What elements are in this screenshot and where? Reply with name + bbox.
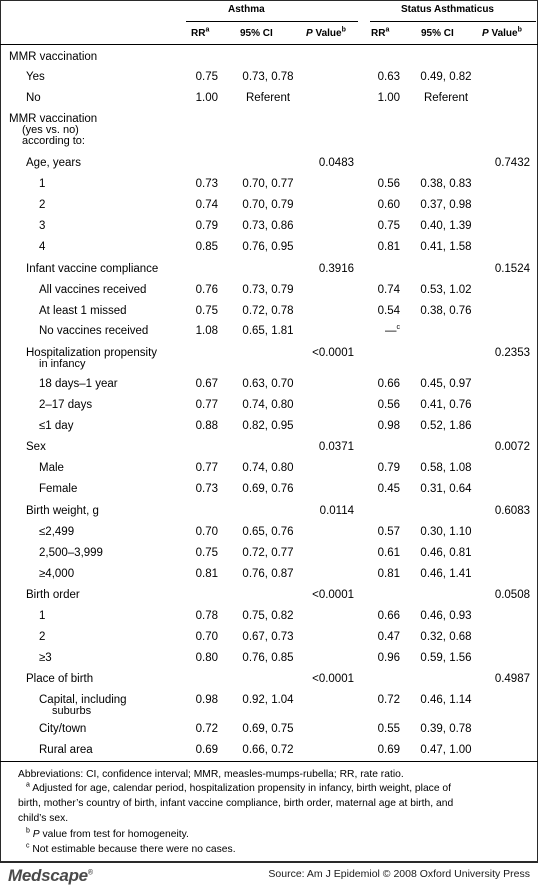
cell-s-rr: —$^c$: [385, 324, 400, 337]
cell-a-ci: 0.76, 0.95: [242, 241, 294, 253]
cell-s-ci: 0.49, 0.82: [420, 71, 472, 83]
cell-a-ci: 0.76, 0.87: [242, 568, 294, 580]
cell-a-p: 0.0371: [318, 441, 354, 453]
cell-s-ci: 0.39, 0.78: [420, 723, 472, 735]
cell-s-p: 0.4987: [494, 673, 530, 685]
row-label-continued: in infancy: [39, 358, 86, 370]
cell-a-rr: 0.70: [195, 526, 218, 538]
cell-s-ci: Referent: [423, 92, 469, 104]
row-label: 1: [39, 610, 46, 622]
cell-a-rr: 0.85: [195, 241, 218, 253]
cell-a-rr: 0.78: [195, 610, 218, 622]
header-bottom-rule: [0, 44, 538, 45]
cell-a-rr: 0.75: [195, 305, 218, 317]
row-label: ≥4,000: [39, 568, 75, 580]
row-label: Male: [39, 462, 64, 474]
cell-s-rr: 0.47: [377, 631, 400, 643]
cell-s-ci: 0.53, 1.02: [420, 284, 472, 296]
cell-s-ci: 0.46, 0.93: [420, 610, 472, 622]
cell-a-p: 0.3916: [318, 263, 354, 275]
row-label: 1: [39, 178, 46, 190]
row-label: 2,500–3,999: [39, 547, 103, 559]
cell-s-ci: 0.38, 0.76: [420, 305, 472, 317]
source-citation: Source: Am J Epidemiol © 2008 Oxford University Press: [268, 868, 530, 880]
cell-a-ci: 0.73, 0.78: [242, 71, 294, 83]
cell-s-ci: 0.45, 0.97: [420, 378, 472, 390]
footnote-a: $^a$ Adjusted for age, calendar period, hospitalization propensity in infancy, birth weight, place of: [26, 781, 451, 794]
row-label: 3: [39, 220, 46, 232]
status-header-rule: [370, 21, 536, 22]
row-label: 2–17 days: [39, 399, 93, 411]
cell-a-rr: 0.67: [195, 378, 218, 390]
cell-s-ci: 0.47, 1.00: [420, 744, 472, 756]
row-label-continued: suburbs: [52, 705, 92, 717]
cell-a-ci: 0.75, 0.82: [242, 610, 294, 622]
cell-s-rr: 0.56: [377, 178, 400, 190]
cell-s-rr: 0.54: [377, 305, 400, 317]
row-label: City/town: [39, 723, 87, 735]
row-label: ≤1 day: [39, 420, 74, 432]
cell-a-ci: 0.92, 1.04: [242, 694, 294, 706]
cell-s-rr: 0.98: [377, 420, 400, 432]
cell-a-rr: 0.73: [195, 483, 218, 495]
cell-a-rr: 0.73: [195, 178, 218, 190]
row-label: ≤2,499: [39, 526, 75, 538]
cell-a-rr: 0.77: [195, 399, 218, 411]
table-bottom-rule: [0, 761, 538, 762]
cell-a-rr: 0.80: [195, 652, 218, 664]
cell-a-ci: 0.73, 0.86: [242, 220, 294, 232]
row-label: Birth weight, g: [26, 505, 99, 517]
cell-s-rr: 1.00: [377, 92, 400, 104]
cell-a-ci: 0.65, 0.76: [242, 526, 294, 538]
cell-a-rr: 0.75: [195, 547, 218, 559]
cell-s-ci: 0.32, 0.68: [420, 631, 472, 643]
row-label: 18 days–1 year: [39, 378, 118, 390]
cell-a-rr: 0.77: [195, 462, 218, 474]
cell-a-rr: 1.00: [195, 92, 218, 104]
asthma-header-rule: [186, 21, 358, 22]
cell-a-ci: 0.63, 0.70: [242, 378, 294, 390]
cell-s-ci: 0.41, 1.58: [420, 241, 472, 253]
row-label: No vaccines received: [39, 325, 149, 337]
cell-a-ci: 0.72, 0.77: [242, 547, 294, 559]
cell-s-rr: 0.61: [377, 547, 400, 559]
cell-a-rr: 0.79: [195, 220, 218, 232]
cell-s-rr: 0.96: [377, 652, 400, 664]
footer-rule: [0, 862, 538, 863]
row-label: Place of birth: [26, 673, 94, 685]
cell-a-ci: Referent: [245, 92, 291, 104]
cell-a-rr: 0.74: [195, 199, 218, 211]
cell-a-ci: 0.72, 0.78: [242, 305, 294, 317]
cell-s-rr: 0.72: [377, 694, 400, 706]
cell-s-p: 0.0508: [494, 589, 530, 601]
cell-s-rr: 0.75: [377, 220, 400, 232]
cell-a-p: <0.0001: [312, 347, 354, 359]
cell-s-rr: 0.56: [377, 399, 400, 411]
cell-a-p: 0.0483: [318, 157, 354, 169]
cell-s-rr: 0.81: [377, 241, 400, 253]
cell-s-rr: 0.45: [377, 483, 400, 495]
cell-a-rr: 0.72: [195, 723, 218, 735]
row-label: Capital, including: [39, 694, 127, 706]
cell-a-p: 0.0114: [319, 505, 354, 517]
row-label: 4: [39, 241, 46, 253]
row-label: No: [26, 92, 41, 104]
row-label: Birth order: [26, 589, 80, 601]
footnote-b: $^b$ P value from test for homogeneity.: [26, 827, 189, 840]
cell-s-rr: 0.60: [377, 199, 400, 211]
cell-a-rr: 0.75: [195, 71, 218, 83]
header-status-asthmaticus: Status Asthmaticus: [401, 4, 494, 15]
cell-a-ci: 0.69, 0.76: [242, 483, 294, 495]
cell-a-ci: 0.74, 0.80: [242, 462, 294, 474]
cell-a-ci: 0.73, 0.79: [242, 284, 294, 296]
cell-a-ci: 0.76, 0.85: [242, 652, 294, 664]
cell-s-rr: 0.66: [377, 378, 400, 390]
cell-s-ci: 0.52, 1.86: [420, 420, 472, 432]
row-label: Yes: [26, 71, 45, 83]
cell-a-rr: 0.98: [195, 694, 218, 706]
row-label: MMR vaccination: [9, 51, 98, 63]
cell-s-rr: 0.69: [377, 744, 400, 756]
col-rr-status: $RR^a$: [371, 26, 390, 39]
cell-s-ci: 0.46, 1.41: [420, 568, 472, 580]
row-label: Female: [39, 483, 78, 495]
cell-a-rr: 0.70: [195, 631, 218, 643]
col-ci-asthma: 95% CI: [240, 28, 273, 39]
cell-s-ci: 0.46, 1.14: [420, 694, 472, 706]
row-label: ≥3: [39, 652, 52, 664]
cell-s-rr: 0.55: [377, 723, 400, 735]
cell-a-p: <0.0001: [312, 589, 354, 601]
row-label: MMR vaccination: [9, 113, 98, 125]
medscape-logo[interactable]: Medscape®: [8, 866, 93, 885]
col-rr-asthma: $RR^a$: [191, 26, 210, 39]
cell-s-ci: 0.31, 0.64: [420, 483, 472, 495]
cell-s-rr: 0.79: [377, 462, 400, 474]
cell-a-ci: 0.74, 0.80: [242, 399, 294, 411]
cell-a-ci: 0.82, 0.95: [242, 420, 294, 432]
cell-s-p: 0.0072: [494, 441, 530, 453]
cell-a-ci: 0.69, 0.75: [242, 723, 294, 735]
cell-a-rr: 0.76: [195, 284, 218, 296]
col-p-asthma: P Value$^b$: [306, 26, 346, 39]
row-label: Sex: [26, 441, 46, 453]
cell-s-ci: 0.58, 1.08: [420, 462, 472, 474]
cell-a-ci: 0.65, 1.81: [242, 325, 294, 337]
row-label: Hospitalization propensity: [26, 347, 158, 359]
footnote-c: $^c$ Not estimable because there were no cases.: [26, 842, 236, 855]
col-ci-status: 95% CI: [421, 28, 454, 39]
cell-s-p: 0.6083: [494, 505, 530, 517]
row-label: At least 1 missed: [39, 305, 127, 317]
cell-a-p: <0.0001: [312, 673, 354, 685]
cell-s-ci: 0.37, 0.98: [420, 199, 472, 211]
cell-a-ci: 0.66, 0.72: [242, 744, 294, 756]
cell-s-ci: 0.59, 1.56: [420, 652, 472, 664]
cell-a-rr: 0.69: [195, 744, 218, 756]
cell-s-p: 0.2353: [494, 347, 530, 359]
cell-s-rr: 0.57: [377, 526, 400, 538]
cell-s-rr: 0.81: [377, 568, 400, 580]
cell-a-rr: 0.88: [195, 420, 218, 432]
cell-a-rr: 0.81: [195, 568, 218, 580]
header-asthma: Asthma: [228, 4, 265, 15]
row-label: All vaccines received: [39, 284, 147, 296]
cell-s-ci: 0.46, 0.81: [420, 547, 472, 559]
cell-s-rr: 0.63: [377, 71, 400, 83]
row-label: 2: [39, 631, 46, 643]
row-label-continued: according to:: [22, 135, 85, 147]
footnote-a-line2: birth, mother’s country of birth, infant vaccine compliance, birth order, maternal age at birth, and: [18, 798, 454, 809]
row-label: Rural area: [39, 744, 93, 756]
row-label-continued: (yes vs. no): [22, 124, 79, 136]
cell-a-ci: 0.70, 0.79: [242, 199, 294, 211]
cell-s-p: 0.7432: [494, 157, 530, 169]
row-label: Infant vaccine compliance: [26, 263, 159, 275]
cell-s-rr: 0.74: [377, 284, 400, 296]
cell-a-ci: 0.70, 0.77: [242, 178, 294, 190]
cell-s-ci: 0.38, 0.83: [420, 178, 472, 190]
cell-s-rr: 0.66: [377, 610, 400, 622]
footnote-a-line3: child’s sex.: [18, 813, 69, 824]
cell-s-ci: 0.41, 0.76: [420, 399, 472, 411]
row-label: 2: [39, 199, 46, 211]
col-p-status: P Value$^b$: [482, 26, 522, 39]
cell-s-p: 0.1524: [494, 263, 530, 275]
cell-a-ci: 0.67, 0.73: [242, 631, 294, 643]
cell-a-rr: 1.08: [195, 325, 218, 337]
row-label: Age, years: [26, 157, 81, 169]
cell-s-ci: 0.40, 1.39: [420, 220, 472, 232]
footnote-abbreviations: Abbreviations: CI, confidence interval; MMR, measles-mumps-rubella; RR, rate ratio.: [18, 769, 404, 780]
cell-s-ci: 0.30, 1.10: [420, 526, 472, 538]
